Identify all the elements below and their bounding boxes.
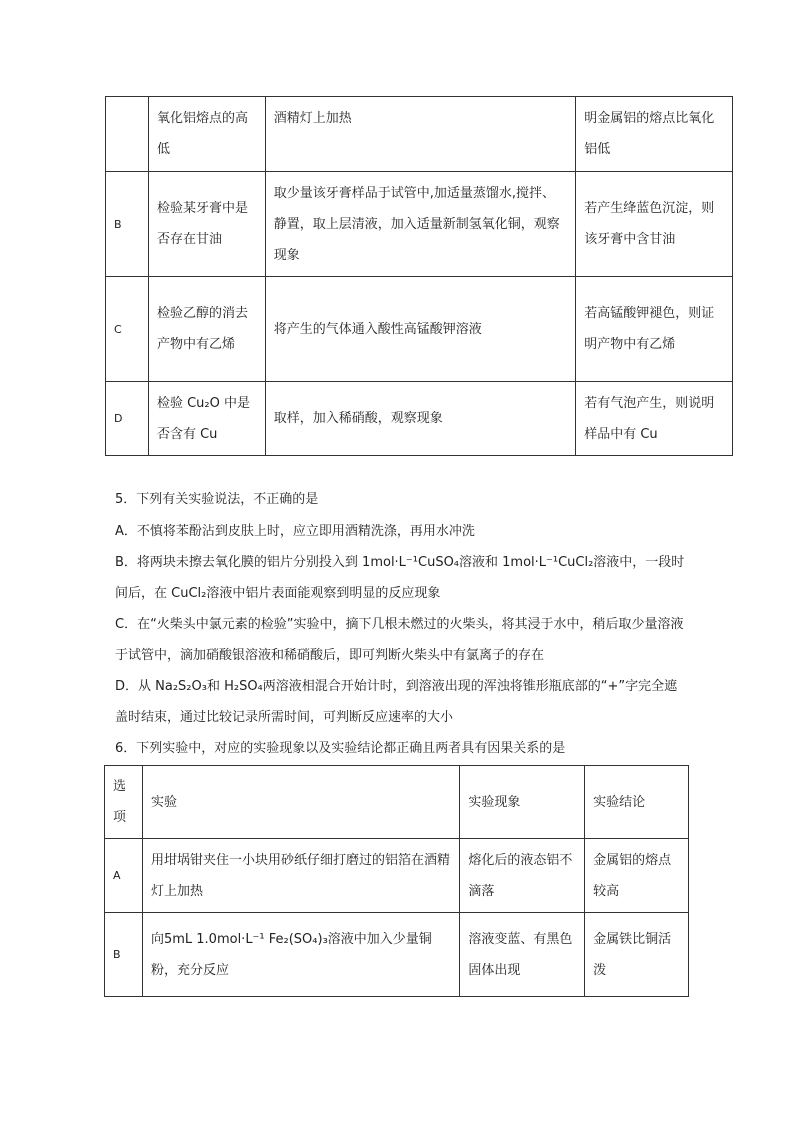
option-cell: A [113,869,121,882]
experiment-cell: 用坩埚钳夹住一小块用砂纸仔细打磨过的铝箔在酒精灯上加热 [150,852,450,899]
question-5-option-c: C．在“火柴头中氯元素的检验”实验中，摘下几根未燃过的火柴头，将其浸于水中，稍后取少量溶液于试管中，滴加硝酸银溶液和稀硝酸后，即可判断火柴头中有氯离子的存在 [115,617,684,663]
question-5-option-d: D．从 Na₂S₂O₃和 H₂SO₄两溶液相混合开始计时，到溶液出现的浑浊将锥形瓶底部的“+”字完全遮盖时结束，通过比较记录所需时间，可判断反应速率的大小 [115,679,678,725]
phenomenon-cell: 溶液变蓝、有黑色固体出现 [468,931,573,978]
table-row [106,382,733,456]
option-cell: B [113,948,121,961]
operation-cell: 取样，加入稀硝酸，观察现象 [273,411,443,426]
experiment-table-2 [104,765,689,997]
question-6-stem: 6．下列实验中，对应的实验现象以及实验结论都正确且两者具有因果关系的是 [115,741,566,756]
conclusion-cell: 若产生绛蓝色沉淀，则该牙膏中含甘油 [584,201,715,247]
conclusion-cell: 若高锰酸钾褪色，则证明产物中有乙烯 [584,306,715,352]
option-cell: B [114,217,122,231]
purpose-cell: 检验乙醇的消去产物中有乙烯 [156,306,248,352]
conclusion-cell: 若有气泡产生，则说明样品中有 Cu [584,395,715,442]
conclusion-cell: 金属铝的熔点较高 [593,852,672,899]
operation-cell: 酒精灯上加热 [273,111,352,126]
phenomenon-cell: 熔化后的液态铝不滴落 [468,852,573,899]
header-option: 选项 [113,779,127,825]
question-5-stem: 5．下列有关实验说法，不正确的是 [115,492,319,507]
conclusion-cell: 金属铁比铜活泼 [593,931,672,978]
header-phenomenon: 实验现象 [468,794,521,810]
option-cell: C [114,322,122,336]
operation-cell: 取少量该牙膏样品于试管中,加适量蒸馏水,搅拌、静置，取上层清液，加入适量新制氢氧化铜，观察现象 [273,185,560,263]
table-row [106,97,733,172]
table-row [106,277,733,382]
header-experiment: 实验 [150,794,177,810]
option-cell: D [114,412,123,425]
purpose-cell: 氧化铝熔点的高低 [156,111,248,157]
table-row [105,913,689,997]
table-row [105,839,689,913]
question-5-option-a: A．不慎将苯酚沾到皮肤上时，应立即用酒精洗涤，再用水冲洗 [115,524,475,539]
conclusion-cell: 明金属铝的熔点比氧化铝低 [584,111,715,157]
purpose-cell: 检验某牙膏中是否存在甘油 [156,201,248,247]
table-header-row [105,766,689,839]
table-row [106,172,733,277]
experiment-table-1 [105,96,733,456]
question-5-option-b: B．将两块未擦去氧化膜的铝片分别投入到 1mol·L⁻¹CuSO₄溶液和 1mol·L⁻¹CuCl₂溶液中，一段时间后，在 CuCl₂溶液中铝片表面能观察到明显的反应现象 [115,555,685,601]
operation-cell: 将产生的气体通入酸性高锰酸钾溶液 [273,321,482,337]
experiment-cell: 向5mL 1.0mol·L⁻¹ Fe₂(SO₄)₃溶液中加入少量铜粉，充分反应 [150,931,432,978]
header-conclusion: 实验结论 [593,794,646,810]
purpose-cell: 检验 Cu₂O 中是否含有 Cu [156,395,250,442]
